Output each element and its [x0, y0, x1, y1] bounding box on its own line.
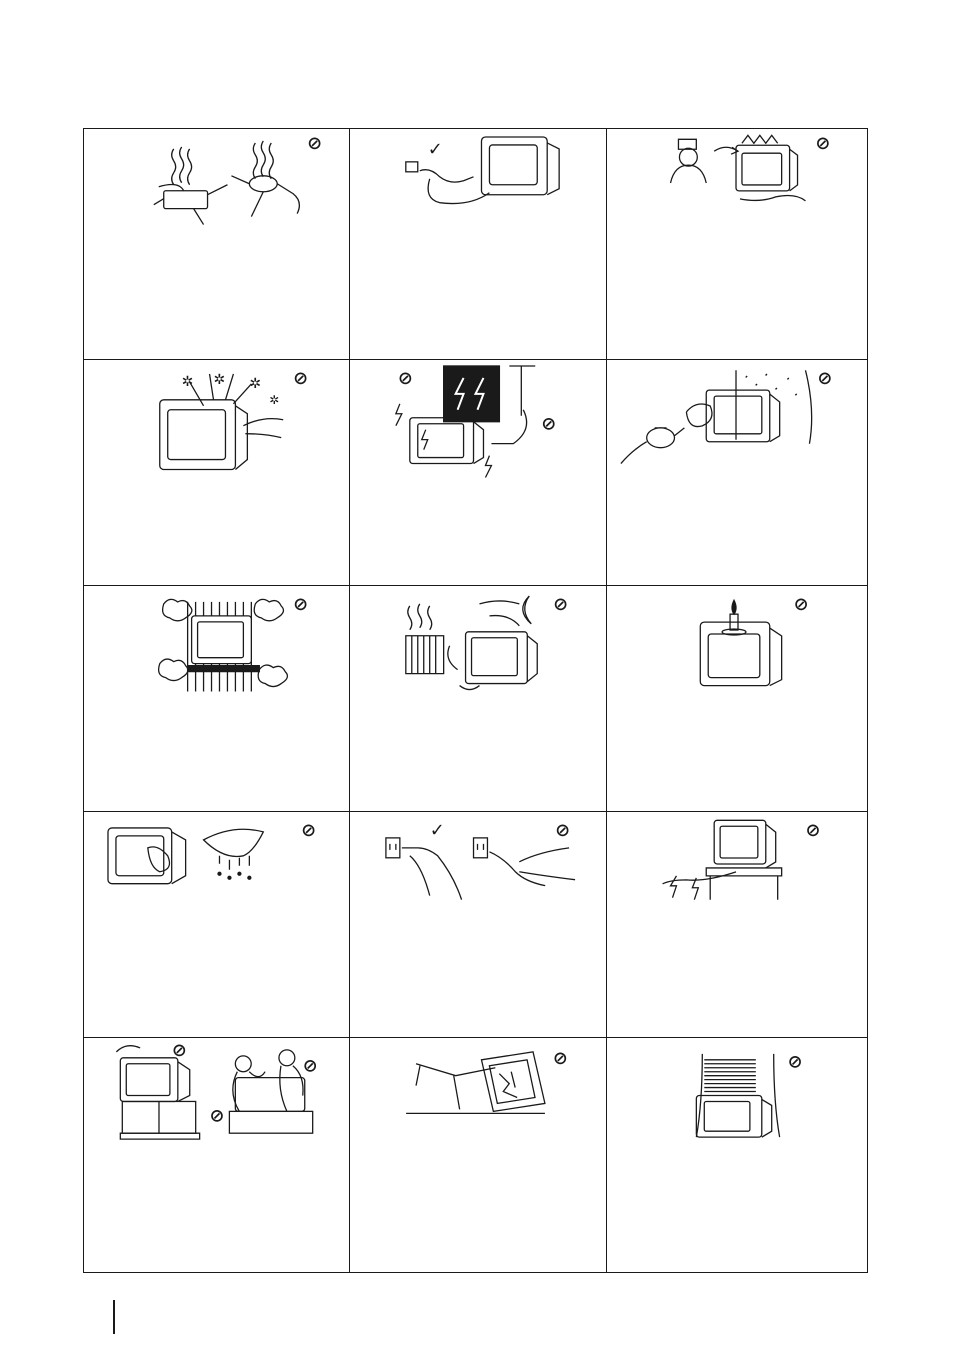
panel-blocked-ventilation: [84, 586, 350, 812]
panel-lightning-storm: [350, 360, 607, 586]
prohibited-mark: ⊘: [293, 367, 309, 389]
prohibited-mark: ⊘: [171, 1039, 187, 1061]
page-margin-rule: [113, 1300, 115, 1334]
allowed-mark: ✓: [429, 819, 445, 841]
prohibited-mark: ⊘: [552, 1047, 568, 1069]
prohibited-mark: ⊘: [301, 819, 317, 841]
panel-moisture-steam: [607, 360, 867, 586]
prohibited-mark: ⊘: [787, 1051, 803, 1073]
prohibited-mark: ⊘: [793, 594, 809, 616]
panel-overloaded-outlet: [84, 129, 350, 360]
prohibited-mark: ⊘: [397, 367, 413, 389]
panel-pull-plug-by-body: [350, 129, 607, 360]
panel-no-objects-in-vents: [84, 360, 350, 586]
panel-wet-cleaning: [84, 812, 350, 1038]
safety-illustration-grid: [83, 128, 868, 1273]
panel-no-self-service: [607, 129, 867, 360]
prohibited-mark: ⊘: [815, 133, 831, 155]
prohibited-mark: ⊘: [307, 132, 323, 154]
svg-text:✲: ✲: [213, 370, 226, 387]
panel-open-flame: [607, 586, 867, 812]
panel-damaged-cord: [607, 812, 867, 1038]
svg-text:✲: ✲: [181, 372, 194, 389]
prohibited-mark: ⊘: [805, 820, 821, 842]
prohibited-mark: ⊘: [553, 593, 569, 615]
prohibited-mark: ⊘: [817, 368, 833, 390]
prohibited-mark: ⊘: [302, 1055, 318, 1077]
allowed-mark: ✓: [427, 138, 443, 160]
panel-unstable-surface: [350, 1038, 607, 1272]
panel-climbing-on-tv: [84, 1038, 350, 1272]
svg-text:✲: ✲: [249, 374, 262, 391]
svg-text:✲: ✲: [269, 392, 280, 407]
panel-objects-on-top: [607, 1038, 867, 1272]
prohibited-mark: ⊘: [541, 413, 557, 435]
panel-plug-handling: [350, 812, 607, 1038]
prohibited-mark: ⊘: [555, 819, 571, 841]
panel-heat-sources: [350, 586, 607, 812]
prohibited-mark: ⊘: [209, 1105, 225, 1127]
prohibited-mark: ⊘: [293, 593, 309, 615]
